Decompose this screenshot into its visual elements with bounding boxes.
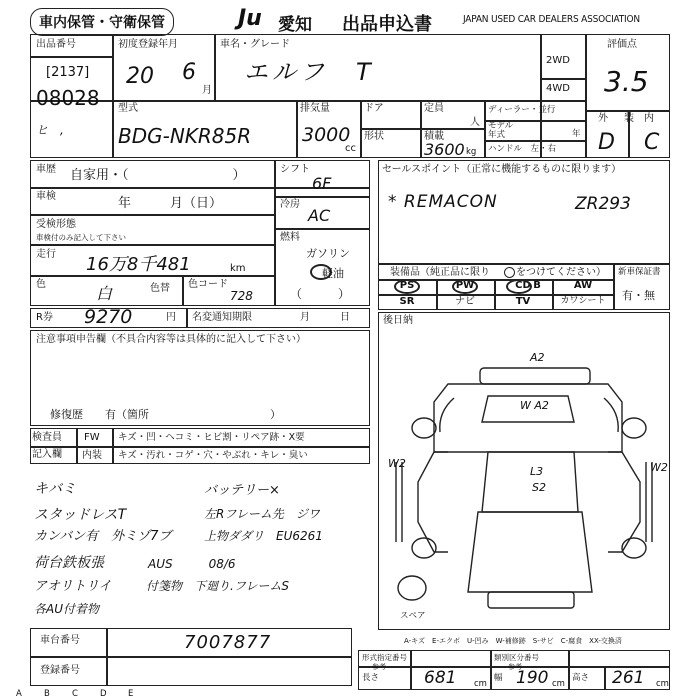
ju-logo: Ju [238, 6, 262, 31]
rating-value: 3.5 [604, 65, 649, 98]
rating-ext-label: 外 [598, 113, 608, 124]
notice-date-value: 月 日 [300, 312, 350, 323]
lot-number: 08028 [36, 86, 100, 110]
inspector-remark-label: 記入欄 [32, 449, 62, 460]
equip-aw: AW [573, 280, 593, 291]
model-label: 型式 [118, 103, 138, 114]
inspection-form-label: 受検形態 [36, 219, 76, 230]
equip-sr: SR [399, 296, 415, 307]
equip-pw-circle [452, 279, 478, 294]
equip-pw: PW [455, 280, 475, 291]
mileage-unit: km [230, 263, 246, 274]
recycle-unit: 円 [166, 312, 176, 323]
payload-value: 3600 [424, 140, 465, 159]
dims-form-label: 形式指定番号 [362, 653, 407, 662]
later-input-label: 後日納 [383, 315, 413, 326]
dims-wid-label: 幅 [494, 673, 503, 683]
diagram-mark-w2-right: W2 [650, 461, 668, 474]
equip-seat: カワシート [560, 296, 606, 306]
fuel-paren: （ ） [290, 287, 351, 301]
dims-ht: 261 [612, 668, 645, 688]
drive-2wd: 2WD [546, 55, 570, 66]
sales-point-value: * REMACON [388, 192, 498, 212]
color-value: 白 [96, 284, 113, 303]
inspection-label: 車検 [36, 191, 56, 202]
payload-unit: kg [466, 147, 477, 157]
notes-repair: 修復歴 有（箇所 ） [50, 408, 281, 421]
dealer-year-suffix: 年 [572, 129, 581, 139]
shape-label: 形状 [364, 131, 384, 142]
door-label: ドア [364, 103, 384, 114]
car-name-value: エルフ T [244, 58, 375, 86]
car-diagram [378, 312, 670, 630]
note-line-3b: 上物ダダリ EU6261 [204, 529, 323, 543]
displacement-value: 3000 [302, 124, 351, 146]
shift-label: シフト [280, 164, 310, 175]
history-label: 車歴 [36, 164, 56, 175]
registration-label: 初度登録年月 [118, 39, 178, 50]
registration-year: 20 [126, 64, 154, 89]
reg-no-label: 登録番号 [40, 665, 80, 676]
bottom-row-a: A [16, 689, 22, 699]
equip-navi: ナビ [455, 296, 475, 307]
diagram-mark-w-a2: W A2 [520, 399, 549, 412]
note-line-4b: AUS 08/6 [148, 557, 236, 571]
note-line-1b: バッテリー× [204, 483, 280, 498]
note-line-4a: 荷台鉄板張 [34, 555, 104, 571]
sales-point-label: セールスポイント（正常に機能するものに限ります） [382, 164, 622, 175]
inspection-form-note: 車検付のみ記入して下さい [36, 233, 126, 242]
inspector-ext-items: キズ・凹・ヘコミ・ヒビ割・リペア跡・X要 [118, 432, 305, 443]
inspector-int-label: 内装 [82, 450, 102, 461]
fuel-value: ガソリン [306, 247, 350, 260]
dims-len-unit: cm [474, 679, 487, 689]
color-label: 色 [36, 279, 46, 290]
dims-len: 681 [424, 668, 457, 688]
equip-cd-circle [506, 279, 532, 294]
bottom-row-e: E [128, 689, 134, 699]
dealer-model-year: モデル 年式 [488, 121, 514, 140]
notice-date-label: 名変通知期限 [192, 312, 252, 323]
car-name-label: 車名・グレード [220, 39, 290, 50]
bottom-row-c: C [72, 689, 78, 699]
diagram-mark-l3-center: L3 [530, 465, 544, 478]
fuel-label: 燃料 [280, 232, 300, 243]
assoc-name: JAPAN USED CAR DEALERS ASSOCIATION [463, 14, 640, 25]
color-change-label: 色替 [150, 283, 170, 294]
shift-value: 6F [312, 174, 332, 193]
dims-ref1: 参考 [372, 663, 386, 671]
ac-label: 冷房 [280, 199, 300, 210]
color-code-label: 色コード [188, 279, 228, 290]
rating-int-label: 装 内 [624, 113, 654, 124]
rating-ext: D [598, 130, 615, 155]
inspection-value: 年 月（日） [118, 196, 223, 211]
dealer-label: ディーラー・並行 [488, 105, 556, 115]
dims-len-label: 長さ [362, 673, 380, 683]
inspector-label: 検査員 [32, 432, 62, 443]
diagram-mark-a2: A2 [530, 351, 545, 364]
dims-wid-unit: cm [552, 679, 565, 689]
doc-title: 出品申込書 [342, 14, 432, 35]
bottom-row-d: D [100, 689, 107, 699]
inspector-ext-label: FW [84, 432, 100, 443]
history-value: 自家用・（ ） [70, 168, 246, 183]
note-line-6: 各AU付着物 [34, 602, 99, 616]
insurance-label: 新車保証書 [618, 267, 661, 277]
fuel-diesel: 軽油 [322, 267, 344, 280]
color-code-value: 728 [230, 289, 253, 303]
note-line-3a: カンバン有 外ミゾ7ブ [34, 529, 172, 544]
diagram-mark-w2-left: W2 [388, 457, 406, 470]
capacity-label: 定員 [424, 103, 444, 114]
diagram-spare: スペア [400, 611, 426, 621]
equip-cd-b: B [533, 280, 541, 291]
rating-int: C [644, 130, 660, 155]
mileage-label: 走行 [36, 249, 56, 260]
registration-month-unit: 月 [202, 85, 212, 96]
dims-wid: 190 [516, 668, 549, 688]
chassis-value: 7007877 [184, 632, 272, 653]
equip-tv: TV [515, 296, 531, 307]
dims-ht-unit: cm [656, 679, 669, 689]
dims-ref2: 参考 [508, 663, 522, 671]
dims-ht-label: 高さ [572, 673, 590, 683]
bottom-row-b: B [44, 689, 50, 699]
note-line-5b: 付箋物 下廻り.フレームS [146, 579, 289, 593]
ac-value: AC [308, 206, 331, 225]
sales-point-value2: ZR293 [575, 194, 631, 214]
lot-label: 出品番号 [36, 39, 76, 50]
note-line-2a: スタッドレスT [34, 507, 127, 523]
payload-label: 積載 [424, 131, 444, 142]
note-line-1a: キバミ [34, 481, 76, 497]
note-line-5a: アオリトリイ [34, 579, 112, 594]
damage-legend: A-キズ E-エクボ U-凹み W-補修跡 S-サビ C-腐食 XX-交換済 [404, 637, 622, 645]
equip-ps: PS [399, 280, 415, 291]
inspector-int-items: キズ・汚れ・コゲ・穴・やぶれ・キレ・臭い [118, 450, 308, 461]
note-line-2b: 左Rフレーム先 ジワ [204, 507, 320, 521]
equipment-label: 装備品（純正品に限り [390, 267, 490, 278]
org-name: 愛知 [278, 15, 312, 35]
insurance-value: 有・無 [622, 289, 655, 302]
lot-marks: ヒ , [36, 123, 64, 137]
dealer-handle: ハンドル 左・右 [488, 144, 557, 154]
model-value: BDG-NKR85R [118, 124, 252, 148]
dims-cat-label: 類別区分番号 [494, 653, 539, 662]
equipment-label2: をつけてください） [516, 267, 606, 278]
equip-cd: CD [515, 280, 531, 291]
equip-ps-circle [394, 279, 420, 294]
notes-label: 注意事項申告欄（不具合内容等は具体的に記入して下さい） [36, 334, 306, 345]
storage-pill: 車内保管・守衛保管 [30, 8, 174, 36]
chassis-label: 車台番号 [40, 635, 80, 646]
recycle-label: R券 [36, 312, 53, 323]
lot-bracket: [2137] [46, 65, 90, 80]
drive-4wd: 4WD [546, 83, 570, 94]
displacement-unit: cc [345, 143, 356, 154]
capacity-unit: 人 [470, 117, 480, 128]
rating-label: 評価点 [607, 39, 637, 50]
mileage-value: 16万8千481 [86, 254, 191, 275]
equipment-circle-sample [504, 267, 515, 278]
registration-month: 6 [182, 60, 196, 85]
diagram-mark-s2: S2 [532, 481, 546, 494]
displacement-label: 排気量 [300, 103, 330, 114]
recycle-value: 9270 [84, 306, 133, 328]
